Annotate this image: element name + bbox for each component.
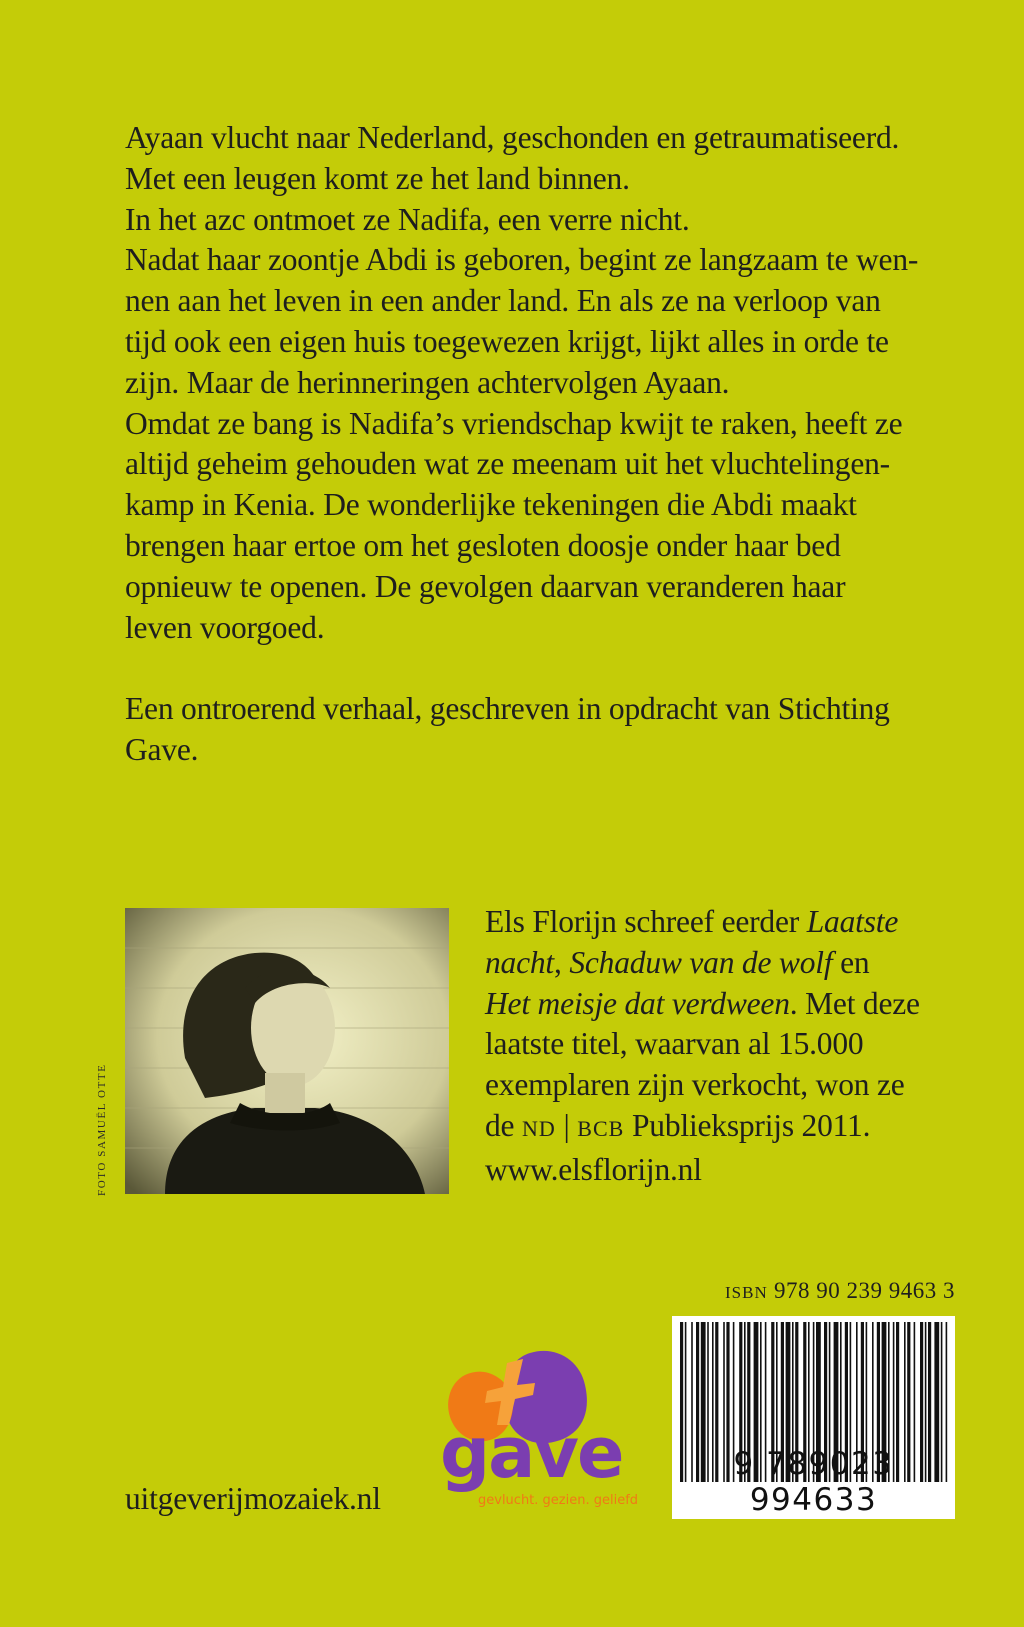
isbn-number: 978 90 239 9463 3 <box>774 1278 955 1303</box>
small-caps-abbrev: ND <box>522 1115 556 1141</box>
bio-line: exemplaren zijn verkocht, won ze <box>485 1067 905 1103</box>
photo-credit: FOTO SAMUËL OTTE <box>96 1063 108 1196</box>
book-title: Schaduw van de wolf <box>569 944 833 980</box>
gave-logo-tagline: gevlucht. gezien. geliefd <box>478 1493 639 1508</box>
isbn-label: ISBN <box>725 1283 768 1302</box>
bio-text: Publieksprijs 2011. <box>624 1107 871 1143</box>
bio-line <box>485 1106 945 1150</box>
blurb-line: Met een leugen komt ze het land binnen. <box>125 160 630 196</box>
author-website[interactable]: www.elsflorijn.nl <box>485 1151 702 1187</box>
bio-text: , <box>553 944 570 980</box>
blurb-line: Ayaan vlucht naar Nederland, geschonden en getraumatiseerd. <box>125 120 900 155</box>
blurb-line: opnieuw te openen. De gevolgen daarvan veranderen haar <box>125 568 846 604</box>
book-title: Het meisje dat verdween <box>485 985 790 1021</box>
bio-text: Els Florijn schreef eerder <box>485 904 807 939</box>
closing-line: Gave. <box>125 731 199 767</box>
blurb-line: leven voorgoed. <box>125 609 325 645</box>
blurb-line: In het azc ontmoet ze Nadifa, een verre nicht. <box>125 201 690 237</box>
gave-logo-word: gave <box>440 1412 623 1494</box>
blurb-line: Nadat haar zoontje Abdi is geboren, begint ze langzaam te wen- <box>125 242 919 278</box>
blurb-line: nen aan het leven in een ander land. En als ze na verloop van <box>125 283 881 319</box>
blurb <box>125 118 935 771</box>
bio-text: | <box>555 1107 578 1143</box>
bio-text: de <box>485 1107 523 1143</box>
publisher-website[interactable]: uitgeverijmozaiek.nl <box>125 1481 381 1516</box>
barcode-digits: 9 789023 994633 <box>733 1446 894 1518</box>
blurb-line: zijn. Maar de herinneringen achtervolgen Ayaan. <box>125 364 730 400</box>
small-caps-abbrev: BCB <box>577 1115 625 1141</box>
bio-line <box>485 943 945 984</box>
author-photo <box>125 908 449 1194</box>
blurb-line: Omdat ze bang is Nadifa’s vriendschap kwijt te raken, heeft ze <box>125 405 903 441</box>
barcode <box>672 1316 955 1519</box>
bio-text: . Met deze <box>789 985 920 1021</box>
book-title: nacht <box>485 944 554 980</box>
bio-line <box>485 984 945 1025</box>
isbn <box>700 1278 955 1304</box>
blurb-line: brengen haar ertoe om het gesloten doosje onder haar bed <box>125 527 841 563</box>
book-title: Laatste <box>806 904 899 939</box>
paragraph-gap <box>125 648 935 689</box>
blurb-line: tijd ook een eigen huis toegewezen krijgt, lijkt alles in orde te <box>125 323 889 359</box>
bio-text: en <box>832 944 870 980</box>
bio-line: laatste titel, waarvan al 15.000 <box>485 1026 864 1062</box>
blurb-line: altijd geheim gehouden wat ze meenam uit het vluchtelingen- <box>125 446 890 482</box>
bio-line <box>485 902 945 943</box>
blurb-line: kamp in Kenia. De wonderlijke tekeningen die Abdi maakt <box>125 487 857 523</box>
author-bio <box>485 902 945 1191</box>
closing-line: Een ontroerend verhaal, geschreven in opdracht van Stichting <box>125 691 890 727</box>
